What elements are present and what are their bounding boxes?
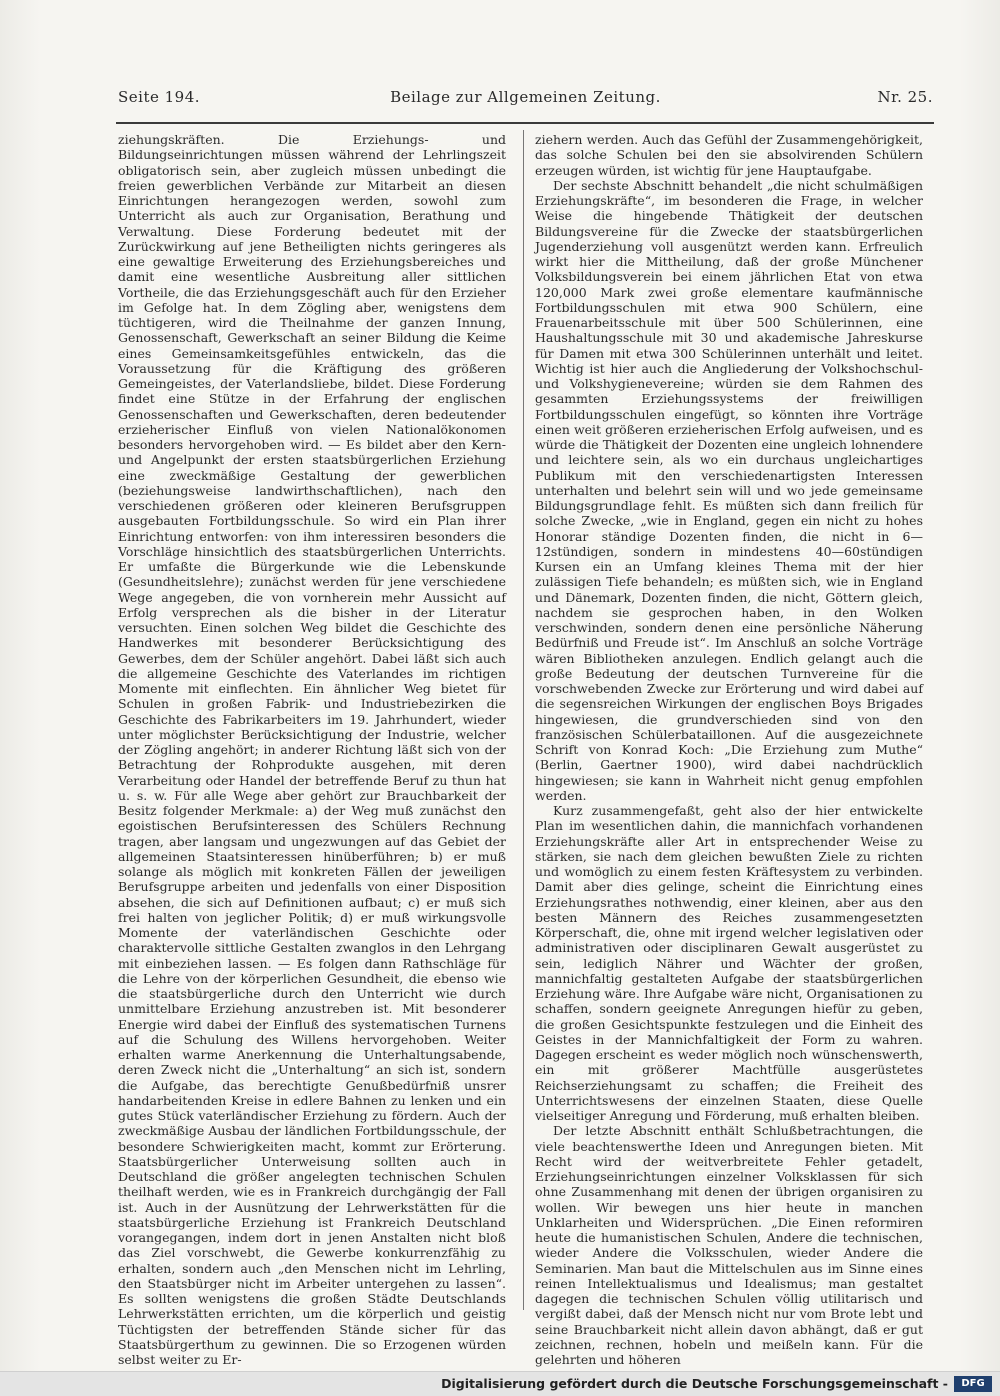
digitization-footer: [0, 1371, 1000, 1396]
header-rule: [116, 122, 934, 124]
right-paragraph-3: Kurz zusammengefaßt, geht also der hier entwickelte Plan im wesentlichen dahin, die mannichfach vorhandenen Erziehungskräfte aller Art in entsprechender Weise zu stärken, sie nach dem gleichen bewußten Ziele zu richten und womöglich zu einem festen Kräftesystem zu verbinden. Damit aber dies gelinge, scheint die Einrichtung eines Erziehungsrathes nothwendig, einer kleinen, aber aus den besten Männern des Reiches zusammengesetzten Körperschaft, die, ohne mit irgend welcher legislativen oder administrativen oder disciplinaren Gewalt ausgerüstet zu sein, lediglich Nährer und Wächter der großen, mannichfaltig gestalteten Aufgabe der staatsbürgerlichen Erziehung wäre. Ihre Aufgabe wäre nicht, Organisationen zu schaffen, sondern geeignete Anregungen hiefür zu geben, die großen Gesichtspunkte festzulegen und die Einheit des Geistes in der Mannichfaltigkeit der Form zu wahren. Dagegen erscheint es weder möglich noch wünschenswerth, ein mit größerer Machtfülle ausgerüstetes Reichserziehungsamt zu schaffen; die Freiheit des Unterrichtswesens der einzelnen Staaten, diese Quelle vielseitiger Anregung und Förderung, muß erhalten bleiben.: [535, 803, 923, 1123]
right-column: [535, 132, 923, 1367]
page-header: [118, 88, 933, 114]
dfg-logo: DFG: [954, 1376, 992, 1392]
publication-title: Beilage zur Allgemeinen Zeitung.: [390, 88, 661, 106]
page-number: Seite 194.: [118, 88, 201, 106]
right-paragraph-4: Der letzte Abschnitt enthält Schlußbetrachtungen, die viele beachtenswerthe Ideen und Anregungen bieten. Mit Recht wird der weitverbreitete Fehler getadelt, Erziehungseinrichtungen einzelner Volksklassen für sich ohne Zusammenhang mit denen der übrigen organisiren zu wollen. Wir bewegen uns hier heute in manchen Unklarheiten und Widersprüchen. „Die Einen reformiren heute die humanistischen Schulen, Andere die technischen, wieder Andere die Volksschulen, wieder Andere die Seminarien. Man baut die Mittelschulen aus im Sinne eines reinen Intellektualismus und Idealismus; man gestaltet dagegen die technischen Schulen völlig utilitarisch und vergißt dabei, daß der Mensch nicht nur vom Brote lebt und seine Brauchbarkeit nicht allein davon abhängt, daß er gut zeichnen, rechnen, hobeln und meißeln kann. Für die gelehrten und höheren: [535, 1123, 923, 1367]
left-column-text: ziehungskräften. Die Erziehungs- und Bildungseinrichtungen müssen während der Lehrlingszeit obligatorisch sein, aber zugleich müssen unbedingt die freien gewerblichen Verbände zur Mitarbeit an diesen Einrichtungen herangezogen werden, sowohl zum Unterricht als auch zur Organisation, Berathung und Verwaltung. Diese Forderung bedeutet mit der Zurückwirkung auf jene Betheiligten nichts geringeres als eine gewaltige Erweiterung des Erziehungsbereiches und damit eine wesentliche Ausbreitung aller sittlichen Vortheile, die das Erziehungsgeschäft auch für den Erzieher im Gefolge hat. In dem Zögling aber, wenigstens dem tüchtigeren, wird die Theilnahme der ganzen Innung, Genossenschaft, Gewerkschaft an seiner Bildung die Keime eines Gemeinsamkeitsgefühles entwickeln, das die Voraussetzung für die Kräftigung des größeren Gemeingeistes, der Vaterlandsliebe, bildet. Diese Forderung findet eine Stütze in der Erfahrung der englischen Genossenschaften und Gewerkschaften, deren bedeutender erzieherischer Einfluß von vielen Nationalökonomen besonders hervorgehoben wird. — Es bildet aber den Kern- und Angelpunkt der ersten staatsbürgerlichen Erziehung eine zweckmäßige Gestaltung der gewerblichen (beziehungsweise landwirthschaftlichen), nach den verschiedenen größeren oder kleineren Berufsgruppen ausgebauten Fortbildungsschule. So wird ein Plan ihrer Einrichtung entworfen: von ihm interessiren besonders die Vorschläge hinsichtlich des staatsbürgerlichen Unterrichts. Er umfaßte die Bürgerkunde wie die Lebenskunde (Gesundheitslehre); zunächst werden für jene verschiedene Wege angegeben, die von vornherein mehr Aussicht auf Erfolg versprechen als die bisher in der Literatur versuchten. Einen solchen Weg bildet die Geschichte des Handwerkes mit besonderer Berücksichtigung des Gewerbes, dem der Schüler angehört. Dabei läßt sich auch die allgemeine Geschichte des Vaterlandes im richtigen Momente mit einflechten. Ein ähnlicher Weg bietet für Schulen in großen Fabrik- und Industriebezirken die Geschichte des Fabrikarbeiters im 19. Jahrhundert, wieder unter möglichster Berücksichtigung der Industrie, welcher der Zögling angehört; in anderer Richtung läßt sich von der Betrachtung der Rohprodukte ausgehen, mit deren Verarbeitung oder Handel der betreffende Beruf zu thun hat u. s. w. Für alle Wege aber gehört zur Brauchbarkeit der Besitz folgender Merkmale: a) der Weg muß zunächst den egoistischen Berufsinteressen des Schülers Rechnung tragen, aber langsam und ungezwungen auf das Gebiet der allgemeinen Staatsinteressen hinüberführen; b) er muß solange als möglich mit konkreten Fällen der jeweiligen Berufsgruppe arbeiten und jedenfalls von einer Disposition absehen, die sich auf Definitionen aufbaut; c) er muß sich frei halten von jeglicher Politik; d) er muß wirkungsvolle Momente der vaterländischen Geschichte oder charaktervolle sittliche Gestalten zwanglos in den Lehrgang mit einbeziehen lassen. — Es folgen dann Rathschläge für die Lehre von der körperlichen Gesundheit, die ebenso wie die staatsbürgerliche durch den Unterricht wie durch unmittelbare Erziehung anzustreben ist. Mit besonderer Energie wird dabei der Einfluß des systematischen Turnens auf die Schulung des Willens hervorgehoben. Weiter erhalten warme Anerkennung die Unterhaltungsabende, deren Zweck nicht die „Unterhaltung“ an sich ist, sondern die Aufgabe, das berechtigte Genußbedürfniß unsrer handarbeitenden Kreise in edlere Bahnen zu lenken und ein gutes Stück vaterländischer Erziehung zu fördern. Auch der zweckmäßige Ausbau der ländlichen Fortbildungsschule, der besondere Schwierigkeiten macht, kommt zur Erörterung. Staatsbürgerlicher Unterweisung sollten auch in Deutschland die größer angelegten technischen Schulen theilhaft werden, wie es in Frankreich durchgängig der Fall ist. Auch in der Ausnützung der Lehrwerkstätten für die staatsbürgerliche Erziehung ist Frankreich Deutschland vorangegangen, indem dort in jenen Anstalten nicht bloß das Ziel vorschwebt, die Gewerbe konkurrenzfähig zu erhalten, sondern auch „den Menschen nicht im Lehrling, den Staatsbürger nicht im Arbeiter untergehen zu lassen“. Es sollten wenigstens die großen Städte Deutschlands Lehrwerkstätten errichten, um die körperlich und geistig Tüchtigsten der betreffenden Stände sicher für das Staatsbürgerthum zu gewinnen. Die so Erzogenen würden selbst weiter zu Er-: [118, 132, 506, 1367]
left-column: [118, 132, 506, 1367]
column-separator: [523, 130, 524, 1310]
right-paragraph-1: ziehern werden. Auch das Gefühl der Zusammengehörigkeit, das solche Schulen bei den sie absolvirenden Schülern erzeugen würden, ist wichtig für jene Hauptaufgabe.: [535, 132, 923, 178]
issue-number: Nr. 25.: [877, 88, 933, 106]
right-paragraph-2: Der sechste Abschnitt behandelt „die nicht schulmäßigen Erziehungskräfte“, im besonderen die Frage, in welcher Weise die hingebende Thätigkeit der deutschen Bildungsvereine für die Zwecke der staatsbürgerlichen Jugenderziehung voll ausgenützt werden kann. Erfreulich wirkt hier die Mittheilung, daß der große Münchener Volksbildungsverein bei einem jährlichen Etat von etwa 120,000 Mark zwei große elementare kaufmännische Fortbildungsschulen mit etwa 900 Schülern, eine Frauenarbeitsschule mit über 500 Schülerinnen, eine Haushaltungsschule mit 30 und akademische Jahreskurse für Damen mit etwa 300 Schülerinnen unterhält und leitet. Wichtig ist hier auch die Angliederung der Volkshochschul- und Volkshygienevereine; würden sie dem Rahmen des gesammten Erziehungssystems der freiwilligen Fortbildungsschulen eingefügt, so könnten ihre Vorträge einen weit größeren erzieherischen Erfolg aufweisen, und es würde die Thätigkeit der Dozenten eine ungleich lohnendere und leichtere sein, als wo ein durchaus ungleichartiges Publikum mit den verschiedenartigsten Interessen unterhalten und belehrt sein will und wo jede gemeinsame Bildungsgrundlage fehlt. Es müßten sich dann freilich für solche Zwecke, „wie in England, gegen ein nicht zu hohes Honorar ständige Dozenten finden, die nicht in 6—12stündigen, sondern in mindestens 40—60stündigen Kursen ein an Umfang kleines Thema mit der hier zulässigen Tiefe behandeln; es müßten sich, wie in England und Dänemark, Dozenten finden, die nicht, Göttern gleich, nachdem sie gesprochen haben, in den Wolken verschwinden, sondern denen eine persönliche Näherung Bedürfniß und Freude ist“. Im Anschluß an solche Vorträge wären Bibliotheken anzulegen. Endlich gelangt auch die große Bedeutung der deutschen Turnvereine für die vorschwebenden Zwecke zur Erörterung und wird dabei auf die segensreichen Wirkungen der englischen Boys Brigades hingewiesen, die grundverschieden sind von den französischen Schülerbataillonen. Auf die ausgezeichnete Schrift von Konrad Koch: „Die Erziehung zum Muthe“ (Berlin, Gaertner 1900), wird dabei nachdrücklich hingewiesen; sie kann in Wahrheit nicht genug empfohlen werden.: [535, 177, 923, 803]
funding-notice: Digitalisierung gefördert durch die Deutsche Forschungsgemeinschaft -: [441, 1376, 948, 1391]
